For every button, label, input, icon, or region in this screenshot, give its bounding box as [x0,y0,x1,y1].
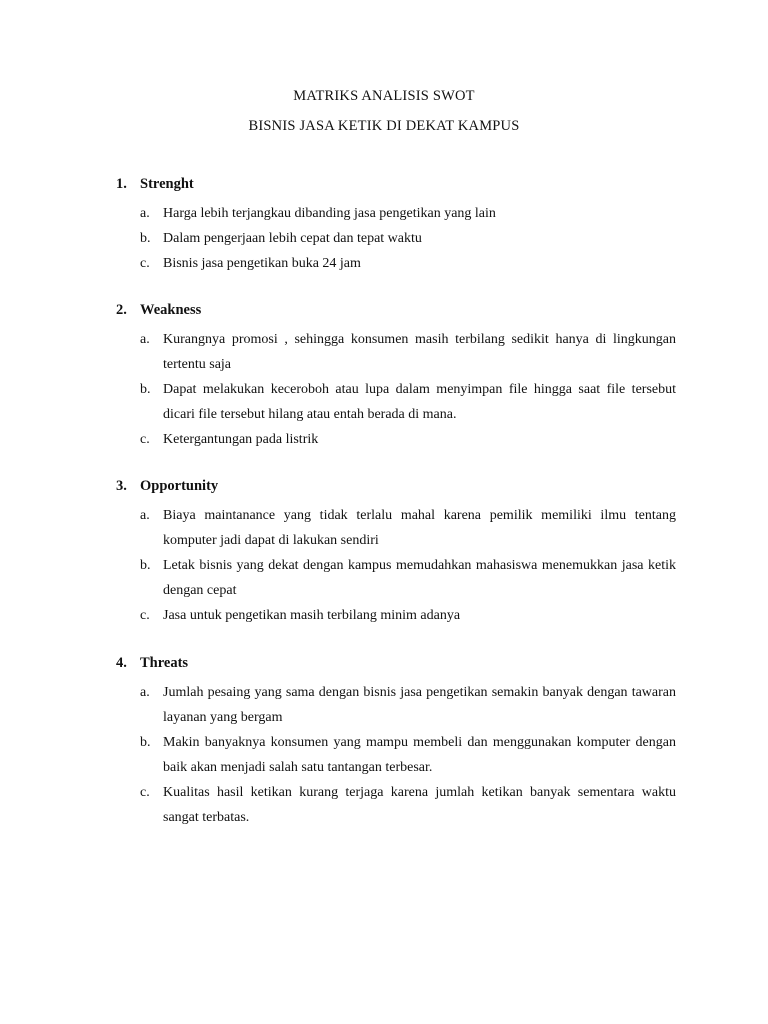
section-number: 1. [116,176,127,192]
section-weakness [116,302,676,452]
item-text: Letak bisnis yang dekat dengan kampus memudahkan mahasiswa menemukkan jasa ketik dengan cepat [163,558,676,598]
item-text: Makin banyaknya konsumen yang mampu membeli dan menggunakan komputer dengan baik akan menjadi salah satu tantangan terbesar. [163,735,676,775]
section-number: 3. [116,478,127,494]
section-strength [116,176,676,276]
document-subtitle: BISNIS JASA KETIK DI DEKAT KAMPUS [248,118,520,134]
item-letter: c. [140,432,150,447]
list-item [116,327,676,377]
section-number: 2. [116,302,127,318]
section-heading [116,302,676,327]
section-title: Threats [140,655,189,671]
item-text: Harga lebih terjangkau dibanding jasa pengetikan yang lain [163,206,496,221]
item-letter: c. [140,608,150,623]
item-letter: b. [140,382,151,397]
section-number: 4. [116,655,127,671]
item-text: Kualitas hasil ketikan kurang terjaga karena jumlah ketikan banyak sementara waktu sangat terbatas. [163,785,676,825]
list-item [116,730,676,780]
item-text: Jasa untuk pengetikan masih terbilang minim adanya [163,608,461,623]
item-text: Kurangnya promosi , sehingga konsumen masih terbilang sedikit hanya di lingkungan tertentu saja [163,332,676,372]
document-title: MATRIKS ANALISIS SWOT [293,88,475,104]
list-item [116,201,676,226]
section-title: Weakness [140,302,202,318]
list-item [116,780,676,830]
section-title: Opportunity [140,478,219,494]
item-text: Biaya maintanance yang tidak terlalu mahal karena pemilik memiliki ilmu tentang komputer jadi dapat di lakukan sendiri [163,508,676,548]
item-letter: b. [140,735,151,750]
section-opportunity [116,478,676,628]
list-item [116,226,676,251]
item-letter: a. [140,685,150,700]
section-heading [116,478,676,503]
list-item [116,251,676,276]
item-letter: b. [140,558,151,573]
section-threats [116,655,676,830]
list-item [116,503,676,553]
item-letter: c. [140,785,150,800]
item-text: Dalam pengerjaan lebih cepat dan tepat waktu [163,231,422,246]
item-letter: c. [140,256,150,271]
list-item [116,680,676,730]
list-item [116,377,676,427]
list-item [116,427,676,452]
item-text: Jumlah pesaing yang sama dengan bisnis jasa pengetikan semakin banyak dengan tawaran layanan yang bergam [163,685,676,725]
item-text: Bisnis jasa pengetikan buka 24 jam [163,256,361,271]
item-text: Ketergantungan pada listrik [163,432,319,447]
item-letter: b. [140,231,151,246]
section-title: Strenght [140,176,194,192]
section-heading [116,655,676,680]
item-text: Dapat melakukan keceroboh atau lupa dalam menyimpan file hingga saat file tersebut dicari file tersebut hilang atau entah berada di mana. [163,382,676,422]
item-letter: a. [140,206,150,221]
item-letter: a. [140,508,150,523]
section-heading [116,176,676,201]
list-item [116,603,676,628]
item-letter: a. [140,332,150,347]
list-item [116,553,676,603]
